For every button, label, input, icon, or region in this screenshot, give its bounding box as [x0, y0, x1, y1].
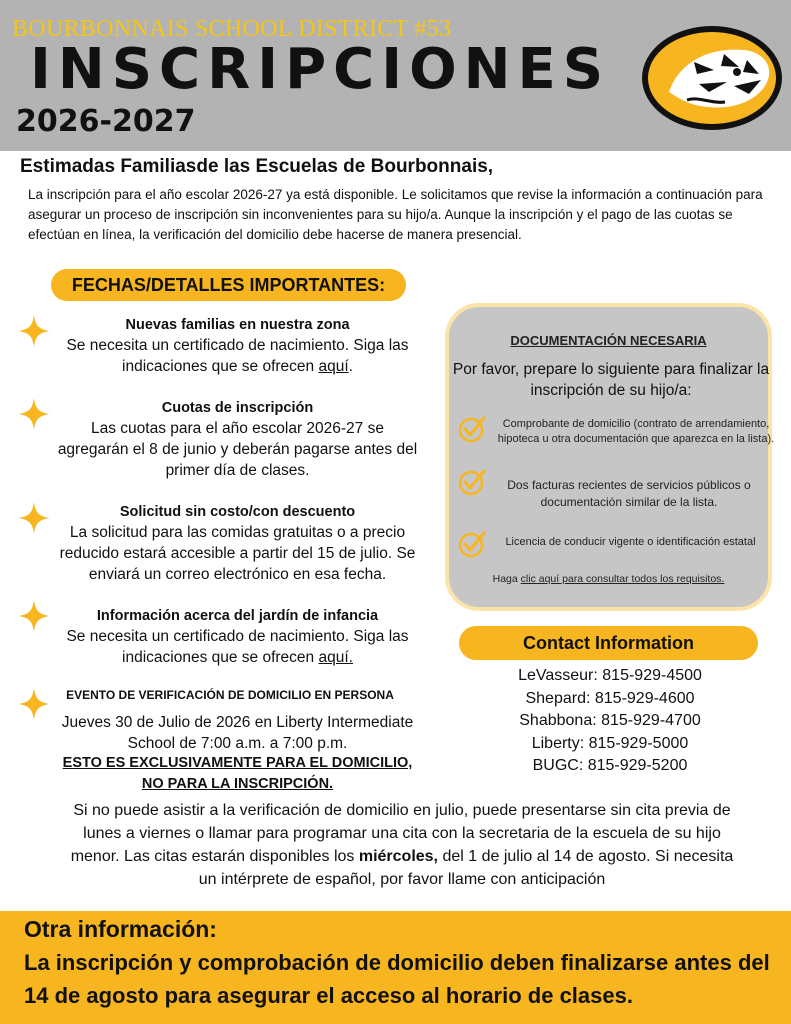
doc-item-proof-of-residence: Comprobante de domicilio (contrato de arrendamiento, hipoteca u otra documentación que aparezca en la lista).: [497, 418, 775, 445]
dates-item-body: La solicitud para las comidas gratuitas o a precio reducido estará accesible a partir del 15 de julio. Se enviará un correo electrónico en esa fecha.: [59, 524, 416, 583]
birth-cert-link[interactable]: aquí: [318, 358, 349, 375]
star-icon: [17, 501, 51, 535]
dates-item-title: Información acerca del jardín de infancia: [96, 608, 379, 624]
dates-item-title: Nuevas familias en nuestra zona: [125, 317, 350, 333]
footer-banner: [0, 911, 791, 1024]
event-title: EVENTO DE VERIFICACIÓN DE DOMICILIO EN PERSONA: [66, 688, 394, 702]
footer-heading: Otra información:: [24, 916, 217, 942]
requirements-link-line: Haga clic aquí para consultar todos los requisitos.: [492, 573, 725, 585]
district-name: BOURBONNAIS SCHOOL DISTRICT #53: [12, 16, 452, 42]
contact-list: [470, 665, 750, 778]
dates-item-title: Cuotas de inscripción: [161, 400, 314, 416]
kindergarten-link[interactable]: aquí.: [318, 649, 353, 666]
doc-item-drivers-license: Licencia de conducir vigente o identificación estatal: [505, 536, 756, 548]
page-title: INSCRIPCIONES: [30, 37, 611, 102]
star-icon: [17, 314, 51, 348]
contact-heading: Contact Information: [459, 626, 758, 660]
documentation-title: DOCUMENTACIÓN NECESARIA: [510, 333, 707, 348]
requirements-link[interactable]: clic aquí para consultar todos los requisitos.: [520, 573, 725, 585]
footer-text: La inscripción y comprobación de domicilio deben finalizarse antes del 14 de agosto para asegurar el acceso al horario de clases.: [24, 950, 770, 1008]
doc-item-utility-bills: Dos facturas recientes de servicios públicos o documentación similar de la lista.: [507, 478, 751, 509]
dates-item-title: Solicitud sin costo/con descuento: [119, 504, 356, 520]
dates-item-kindergarten: [55, 606, 420, 668]
dates-item-body: Se necesita un certificado de nacimiento. Siga las indicaciones que se ofrecen aquí.: [66, 628, 409, 666]
documentation-lead: Por favor, prepare lo siguiente para finalizar la inscripción de su hijo/a:: [452, 361, 770, 399]
star-icon: [17, 599, 51, 633]
contact-item: Shepard: 815-929-4600: [525, 689, 695, 707]
dates-item-body: Las cuotas para el año escolar 2026-27 se agregarán el 8 de junio y deberán pagarse antes del primer día de clases.: [57, 420, 418, 479]
contact-item: BUGC: 815-929-5200: [532, 757, 688, 774]
tiger-logo-icon: [639, 22, 785, 134]
event-note: ESTO ES EXCLUSIVAMENTE PARA EL DOMICILIO, NO PARA LA INSCRIPCIÓN.: [62, 755, 413, 792]
documentation-card: [445, 303, 775, 611]
contact-item: LeVasseur: 815-929-4500: [518, 667, 702, 684]
checkmark-circle-icon: [457, 529, 487, 559]
dates-item-fees: [55, 398, 420, 481]
contact-item: Shabbona: 815-929-4700: [519, 712, 701, 729]
intro-paragraph: La inscripción para el año escolar 2026-27 ya está disponible. Le solicitamos que revise la información a continuación para asegurar un proceso de inscripción sin inconvenientes para su hijo/a. Aunque la inscripción y el pago de las cuotas se efectúan en línea, la verificación del domicilio debe hacerse de manera presencial.: [28, 187, 763, 242]
dates-item-new-families: [55, 315, 420, 377]
important-dates-heading: FECHAS/DETALLES IMPORTANTES:: [51, 269, 406, 301]
contact-item: Liberty: 815-929-5000: [531, 734, 689, 752]
followup-paragraph: Si no puede asistir a la verificación de domicilio en julio, puede presentarse sin cita previa de lunes a viernes o llamar para programar una cita con la secretaria de la escuela de su hijo menor. Las citas estarán disponibles los miércoles, del 1 de julio al 14 de agosto. Si necesita un intérprete de español, por favor llame con anticipación: [70, 802, 734, 888]
dates-item-meals: [55, 502, 420, 585]
dates-item-body: Se necesita un certificado de nacimiento. Siga las indicaciones que se ofrecen aquí.: [66, 337, 409, 375]
star-icon: [17, 397, 51, 431]
checkmark-circle-icon: [457, 467, 487, 497]
event-details: Jueves 30 de Julio de 2026 en Liberty Intermediate School de 7:00 a.m. a 7:00 p.m.: [61, 714, 414, 752]
greeting: Estimadas Familiasde las Escuelas de Bourbonnais,: [20, 156, 494, 177]
checkmark-circle-icon: [457, 414, 487, 444]
header-banner: [0, 0, 791, 151]
school-year: 2026-2027: [16, 104, 196, 139]
